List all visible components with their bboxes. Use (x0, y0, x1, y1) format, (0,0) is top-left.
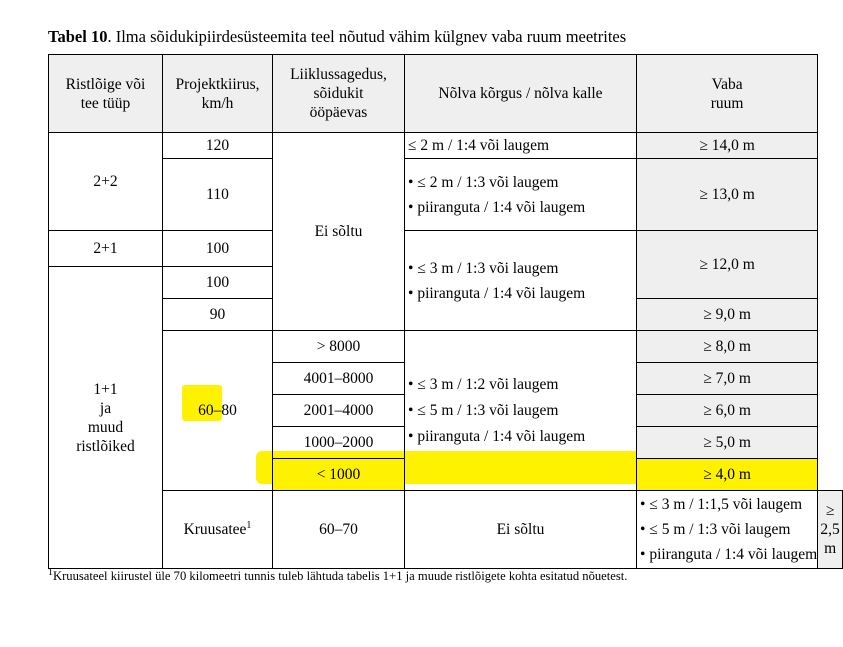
table-caption (48, 27, 626, 47)
speed-cell: 110 (163, 159, 273, 231)
table-row (49, 231, 843, 267)
speed-cell: 90 (163, 299, 273, 331)
space-cell: ≥ 12,0 m (637, 231, 818, 299)
header-clear-space (637, 55, 818, 133)
space-cell: ≥ 5,0 m (637, 427, 818, 459)
header-col5-line2: ruum (710, 94, 744, 112)
table-row (49, 159, 843, 195)
slope-line: • piiranguta / 1:4 või laugem (640, 546, 818, 563)
space-cell: ≥ 2,5 m (818, 491, 843, 569)
type-line: 1+1 (93, 380, 118, 398)
type-gravel: Kruusatee$^1$ (163, 491, 273, 569)
space-cell-highlighted: ≥ 4,0 m (637, 459, 818, 491)
header-slope: Nõlva kõrgus / nõlva kalle (405, 55, 637, 133)
speed-cell: 120 (163, 133, 273, 159)
table-footnote (48, 567, 748, 586)
header-traffic-volume (273, 55, 405, 133)
header-design-speed (163, 55, 273, 133)
slope-line: • piiranguta / 1:4 või laugem (408, 198, 586, 216)
caption-label: Tabel 10 (48, 27, 108, 46)
slope-line: • ≤ 3 m / 1:1,5 või laugem (640, 496, 803, 513)
slope-cell (405, 331, 637, 491)
type-2plus2: 2+2 (49, 133, 163, 231)
table-row (49, 331, 843, 363)
space-cell: ≥ 6,0 m (637, 395, 818, 427)
table-row (49, 133, 843, 159)
space-cell: ≥ 13,0 m (637, 159, 818, 231)
slope-cell: ≤ 2 m / 1:4 või laugem (405, 133, 637, 159)
slope-cell (405, 159, 637, 231)
slope-line: • ≤ 2 m / 1:3 või laugem (408, 173, 559, 191)
space-cell: ≥ 9,0 m (637, 299, 818, 331)
traffic-cell: 4001–8000 (273, 363, 405, 395)
speed-highlighted: 60 (198, 402, 214, 419)
header-col2-line1: Projektkiirus, (175, 75, 260, 93)
traffic-cell: 2001–4000 (273, 395, 405, 427)
type-2plus1: 2+1 (49, 231, 163, 267)
slope-line: • ≤ 5 m / 1:3 või laugem (408, 401, 559, 419)
header-col1-line1: Ristlõige või (65, 75, 146, 93)
space-cell: ≥ 8,0 m (637, 331, 818, 363)
slope-cell (405, 231, 637, 331)
slope-line: • piiranguta / 1:4 või laugem (408, 284, 586, 302)
space-cell: ≥ 14,0 m (637, 133, 818, 159)
caption-text: . Ilma sõidukipiirdesüsteemita teel nõutud vähim külgnev vaba ruum meetrites (107, 27, 627, 46)
slope-line: • ≤ 5 m / 1:3 või laugem (640, 521, 791, 538)
footnote-marker: 1 (48, 566, 53, 578)
footnote-text: Kruusateel kiirustel üle 70 kilomeetri tunnis tuleb lähtuda tabelis 1+1 ja muude ristlõigete kohta esitatud nõuetest. (53, 569, 628, 583)
header-col3-line2: sõidukit (313, 85, 364, 102)
slope-cell (637, 491, 818, 569)
type-line: ristlõiked (76, 437, 135, 455)
speed-cell: 100 (163, 231, 273, 267)
table-row (49, 491, 843, 569)
header-col2-line2: km/h (201, 94, 234, 112)
type-line: ja (99, 399, 112, 417)
speed-cell: 60–70 (273, 491, 405, 569)
header-row (49, 55, 843, 133)
header-cross-section (49, 55, 163, 133)
type-line: muud (87, 418, 124, 436)
footnote-ref: 1 (246, 519, 252, 531)
traffic-cell: > 8000 (273, 331, 405, 363)
traffic-cell-highlighted: < 1000 (273, 459, 405, 491)
space-cell: ≥ 7,0 m (637, 363, 818, 395)
slope-line: • ≤ 3 m / 1:3 või laugem (408, 259, 559, 277)
type-1plus1 (49, 267, 163, 569)
slope-line: • ≤ 3 m / 1:2 või laugem (408, 375, 559, 393)
header-col5-line1: Vaba (711, 75, 743, 93)
speed-cell: 100 (163, 267, 273, 299)
header-col1-line2: tee tüüp (80, 94, 131, 112)
speed-range-cell (163, 331, 273, 491)
traffic-independent-gravel: Ei sõltu (405, 491, 637, 569)
slope-line: • piiranguta / 1:4 või laugem (408, 427, 586, 445)
requirements-table (48, 54, 843, 569)
traffic-independent: Ei sõltu (273, 133, 405, 331)
speed-rest: –80 (213, 402, 237, 419)
header-col3-line3: ööpäevas (309, 104, 368, 121)
traffic-cell: 1000–2000 (273, 427, 405, 459)
header-col3-line1: Liiklussagedus, (290, 66, 387, 83)
